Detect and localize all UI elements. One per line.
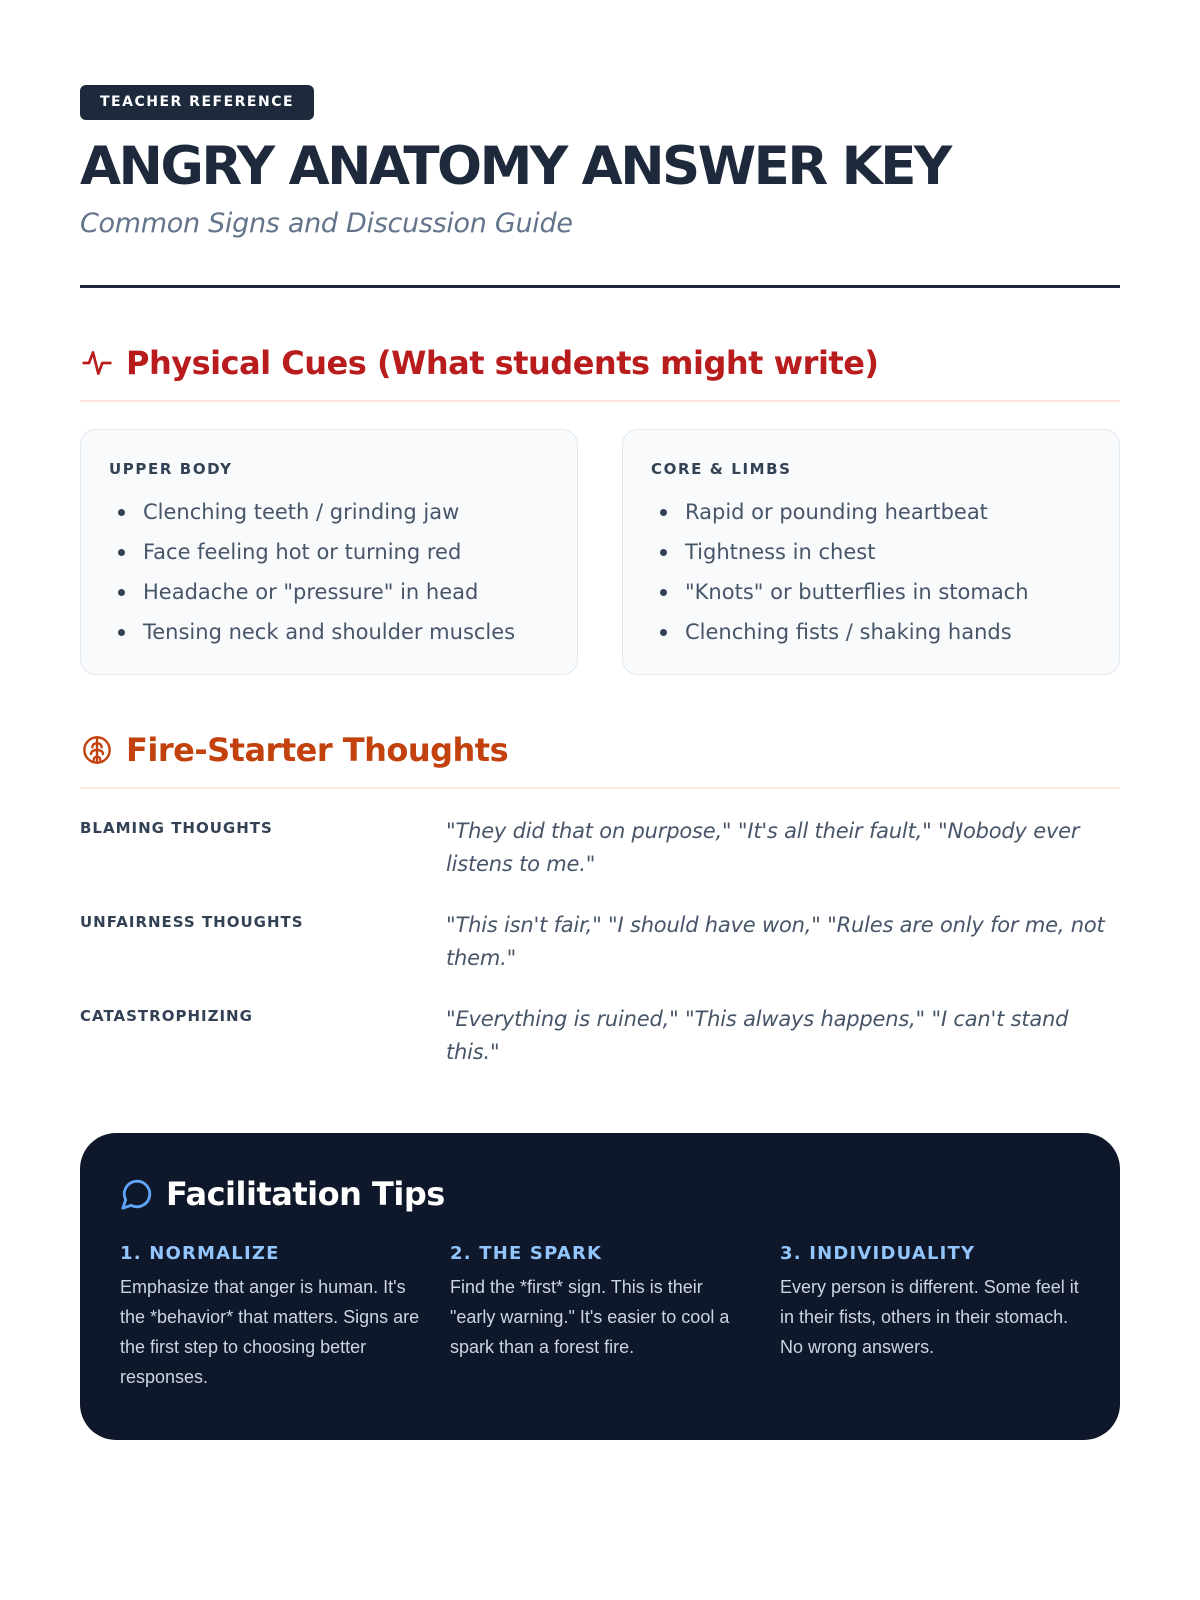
list-item-text: Clenching teeth / grinding jaw [143,500,460,524]
table-row [80,909,1120,975]
list-item [109,532,549,572]
list-item-text: Clenching fists / shaking hands [685,620,1012,644]
core-limbs-card [622,429,1120,675]
thought-quote: "They did that on purpose," "It's all their fault," "Nobody ever listens to me." [446,819,1080,876]
thoughts-divider [80,787,1120,789]
bullet-icon [118,509,125,516]
facilitation-tips-panel [80,1133,1120,1440]
title-divider [80,285,1120,288]
physical-cues-divider [80,400,1120,402]
list-item-text: Face feeling hot or turning red [143,540,462,564]
physical-cues-title: Physical Cues (What students might write) [126,344,879,382]
tip-body: Every person is different. Some feel it in their fists, others in their stomach. No wrong answers. [780,1277,1079,1357]
physical-cues-heading [80,344,1120,382]
list-item [651,612,1091,652]
tip-normalize [120,1243,420,1392]
list-item [651,532,1091,572]
activity-pulse-icon [80,346,114,380]
tip-title: 2. THE SPARK [450,1243,603,1264]
physical-cues-cards [80,429,1120,675]
core-limbs-list [651,492,1091,652]
teacher-reference-badge: TEACHER REFERENCE [80,85,314,120]
bullet-icon [660,549,667,556]
bullet-icon [118,589,125,596]
answer-key-page [80,85,1120,1097]
bullet-icon [118,629,125,636]
bullet-icon [660,589,667,596]
facilitation-tips-heading [120,1175,1080,1213]
brain-icon [80,733,114,767]
page-subtitle: Common Signs and Discussion Guide [80,208,573,239]
upper-body-card [80,429,578,675]
list-item-text: Tensing neck and shoulder muscles [143,620,516,644]
tip-body: Find the *first* sign. This is their "early warning." It's easier to cool a spark than a forest fire. [450,1277,730,1357]
fire-starter-thoughts-title: Fire-Starter Thoughts [126,731,509,769]
list-item-text: Rapid or pounding heartbeat [685,500,988,524]
upper-body-list [109,492,549,652]
list-item [109,492,549,532]
list-item-text: "Knots" or butterflies in stomach [685,580,1029,604]
facilitation-tips-title: Facilitation Tips [166,1175,445,1213]
list-item [109,572,549,612]
thoughts-list [80,815,1120,1069]
message-circle-icon [120,1177,154,1211]
table-row [80,815,1120,881]
bullet-icon [118,549,125,556]
card-title: UPPER BODY [109,460,233,478]
bullet-icon [660,629,667,636]
thought-label: CATASTROPHIZING [80,1007,253,1025]
list-item [109,612,549,652]
list-item [651,572,1091,612]
thought-label: BLAMING THOUGHTS [80,819,273,837]
thought-quote: "This isn't fair," "I should have won," "Rules are only for me, not them." [446,913,1105,970]
thought-label: UNFAIRNESS THOUGHTS [80,913,304,931]
table-row [80,1003,1120,1069]
tip-title: 3. INDIVIDUALITY [780,1243,976,1264]
page-title: ANGRY ANATOMY ANSWER KEY [80,136,950,197]
list-item [651,492,1091,532]
list-item-text: Headache or "pressure" in head [143,580,479,604]
fire-starter-thoughts-heading [80,731,1120,769]
tips-columns [120,1243,1080,1392]
list-item-text: Tightness in chest [685,540,876,564]
tip-body: Emphasize that anger is human. It's the *behavior* that matters. Signs are the first step to choosing better responses. [120,1277,420,1387]
thought-quote: "Everything is ruined," "This always happens," "I can't stand this." [446,1007,1069,1064]
tip-title: 1. NORMALIZE [120,1243,280,1264]
tip-the-spark [450,1243,750,1392]
card-title: CORE & LIMBS [651,460,792,478]
tip-individuality [780,1243,1080,1392]
bullet-icon [660,509,667,516]
